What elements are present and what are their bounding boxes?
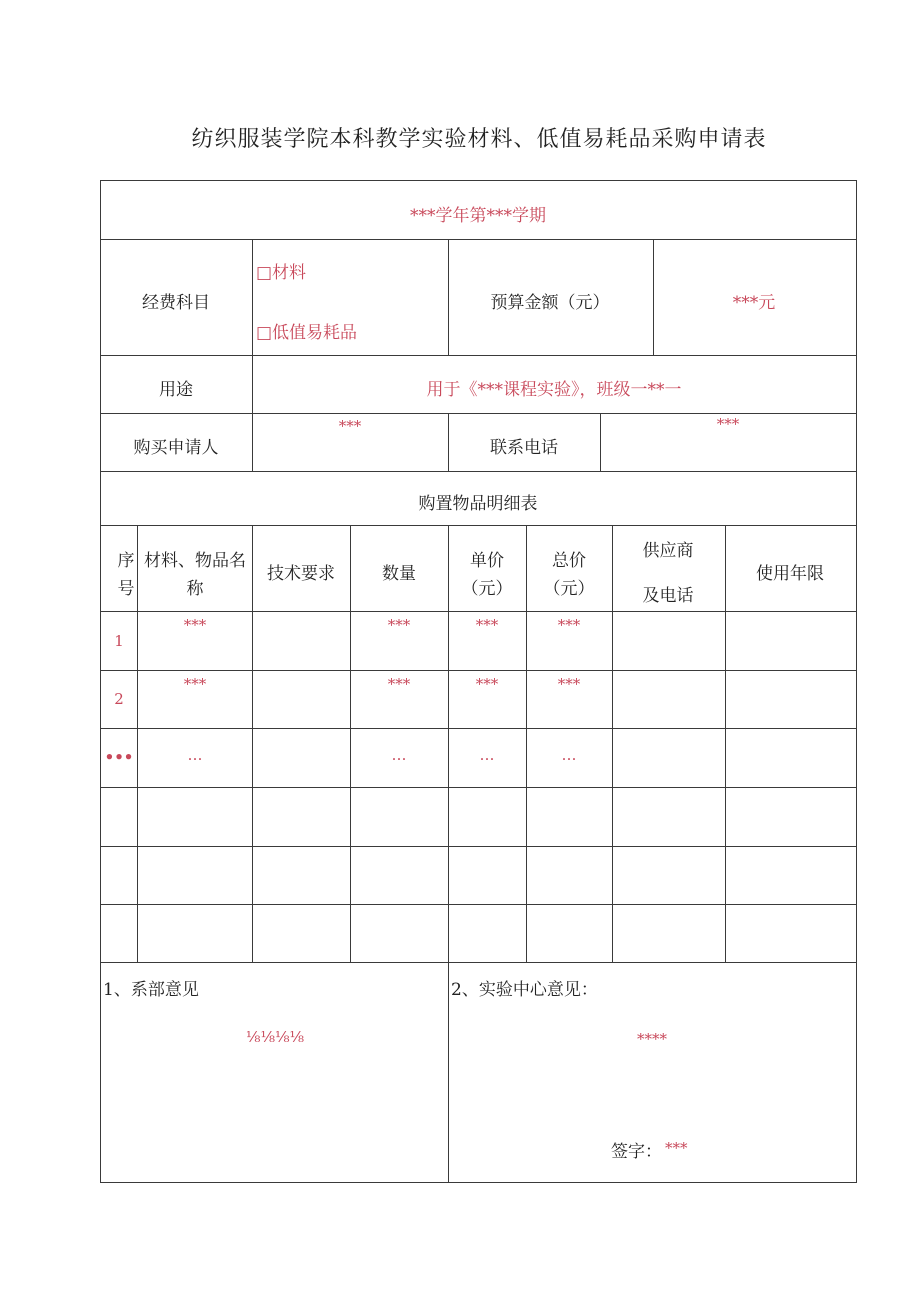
border-left bbox=[100, 180, 101, 1183]
budget-label: 预算金额（元） bbox=[490, 293, 610, 313]
usage-label: 用途 bbox=[159, 380, 193, 400]
row-divider bbox=[100, 611, 857, 612]
row-divider bbox=[100, 413, 857, 414]
phone-label: 联系电话 bbox=[490, 438, 558, 458]
row-divider bbox=[100, 525, 857, 526]
row-unit-price: *** bbox=[475, 675, 499, 693]
sign-value: *** bbox=[665, 1139, 688, 1157]
center-opinion-label: 2、实验中心意见： bbox=[451, 980, 598, 1000]
col-divider bbox=[448, 525, 449, 962]
row-seq: 1 bbox=[114, 632, 124, 650]
col-divider bbox=[252, 525, 253, 962]
row-qty: … bbox=[391, 746, 407, 764]
col-header-name: 称 bbox=[186, 579, 204, 599]
row-qty: *** bbox=[387, 675, 411, 693]
row-total-price: *** bbox=[557, 616, 581, 634]
center-opinion-value: **** bbox=[637, 1030, 667, 1048]
row-name: *** bbox=[183, 675, 207, 693]
col-divider bbox=[600, 413, 601, 471]
row-unit-price: *** bbox=[475, 616, 499, 634]
fund-option-consumables[interactable]: □低值易耗品 bbox=[256, 323, 358, 343]
row-name: *** bbox=[183, 616, 207, 634]
row-divider bbox=[100, 728, 857, 729]
col-header-unit-price: 单价 bbox=[470, 551, 504, 571]
col-header-supplier: 供应商 bbox=[642, 541, 694, 561]
col-divider bbox=[448, 962, 449, 1182]
detail-table-title: 购置物品明细表 bbox=[418, 494, 538, 514]
col-divider bbox=[526, 525, 527, 962]
col-divider bbox=[137, 525, 138, 962]
fund-option-materials[interactable]: □材料 bbox=[256, 263, 307, 283]
row-divider bbox=[100, 904, 857, 905]
row-divider bbox=[100, 239, 857, 240]
col-header-total-price: （元） bbox=[543, 579, 595, 599]
col-divider bbox=[350, 525, 351, 962]
page-title: 纺织服装学院本科教学实验材料、低值易耗品采购申请表 bbox=[191, 127, 767, 152]
border-top bbox=[100, 180, 857, 181]
row-total-price: *** bbox=[557, 675, 581, 693]
row-unit-price: … bbox=[479, 746, 495, 764]
border-bottom bbox=[100, 1182, 857, 1183]
col-header-qty: 数量 bbox=[382, 564, 416, 584]
col-divider bbox=[612, 525, 613, 962]
col-divider bbox=[725, 525, 726, 962]
col-divider bbox=[252, 413, 253, 471]
col-header-years: 使用年限 bbox=[756, 564, 824, 584]
row-seq: 2 bbox=[114, 690, 124, 708]
col-header-name: 材料、物品名 bbox=[144, 551, 246, 571]
applicant-value: *** bbox=[338, 417, 362, 435]
row-divider bbox=[100, 846, 857, 847]
sign-label: 签字： bbox=[611, 1142, 662, 1162]
budget-value: ***元 bbox=[732, 293, 776, 313]
dept-opinion-value: ⅛⅛⅛⅛ bbox=[245, 1028, 305, 1046]
row-qty: *** bbox=[387, 616, 411, 634]
row-divider bbox=[100, 787, 857, 788]
semester-text: ***学年第***学期 bbox=[410, 206, 546, 226]
row-seq: ••• bbox=[104, 748, 134, 766]
col-divider bbox=[448, 239, 449, 355]
row-divider bbox=[100, 962, 857, 963]
col-divider bbox=[448, 413, 449, 471]
applicant-label: 购买申请人 bbox=[133, 438, 219, 458]
col-header-unit-price: （元） bbox=[461, 579, 513, 599]
dept-opinion-label: 1、系部意见 bbox=[103, 980, 199, 1000]
col-header-total-price: 总价 bbox=[552, 551, 586, 571]
col-divider bbox=[252, 239, 253, 355]
row-divider bbox=[100, 471, 857, 472]
col-divider bbox=[252, 355, 253, 413]
row-divider bbox=[100, 355, 857, 356]
col-divider bbox=[653, 239, 654, 355]
usage-value: 用于《***课程实验》，班级一**一 bbox=[426, 380, 682, 400]
fund-label: 经费科目 bbox=[142, 293, 210, 313]
row-total-price: … bbox=[561, 746, 577, 764]
col-header-seq: 号 bbox=[117, 579, 135, 599]
row-divider bbox=[100, 670, 857, 671]
col-header-seq: 序 bbox=[117, 551, 135, 571]
border-right bbox=[856, 180, 857, 1183]
col-header-supplier: 及电话 bbox=[642, 586, 694, 606]
phone-value: *** bbox=[716, 415, 740, 433]
row-name: … bbox=[187, 746, 203, 764]
col-header-tech: 技术要求 bbox=[267, 564, 335, 584]
